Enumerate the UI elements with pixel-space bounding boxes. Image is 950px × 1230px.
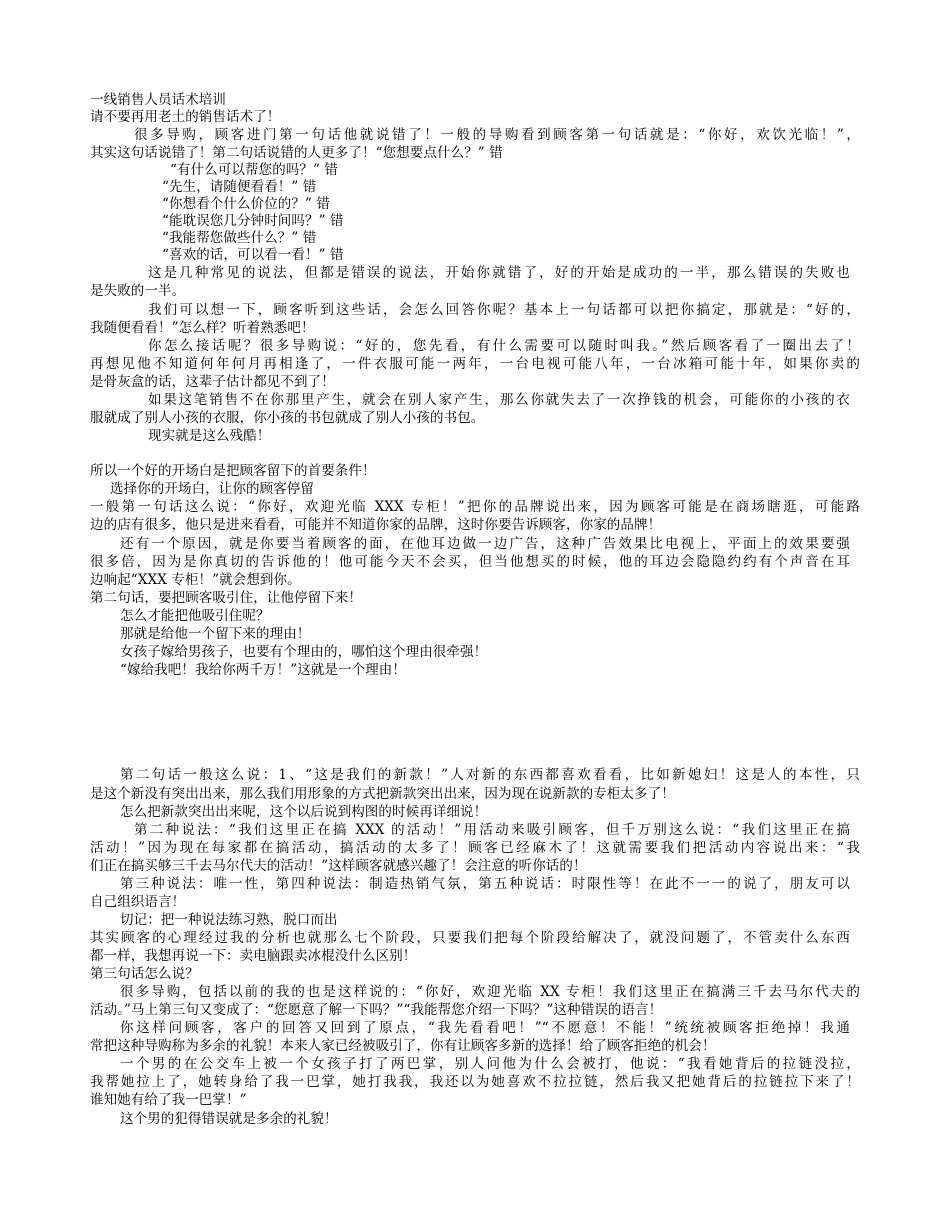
subtitle: 请不要再用老土的销售话术了！: [90, 109, 281, 125]
paragraph-line: 你这样问顾客，客户的回答又回到了原点，“我先看看吧！”“不愿意！不能！”统统被顾客拒绝掉！我通: [120, 1020, 850, 1036]
section-heading: 所以一个好的开场白是把顾客留下的首要条件！: [90, 463, 376, 479]
paragraph-line: 是这个新没有突出出来，那么我们用形象的方式把新款突出出来，因为现在说新款的专柜太多了！: [90, 786, 675, 802]
section-heading: 第三句话怎么说？: [90, 966, 199, 982]
paragraph-line: 我随便看看！”怎么样？听着熟悉吧！: [90, 320, 315, 336]
example-line: “能耽误您几分钟时间吗？” 错: [162, 213, 344, 229]
paragraph-line: 是骨灰盒的话，这辈子估计都见不到了！: [90, 374, 335, 390]
paragraph-line: 常把这种导购称为多余的礼貌！本来人家已经被吸引了，你有让顾客多新的选择！给了顾客拒绝的机会！: [90, 1038, 716, 1054]
paragraph-line: 其实这句话说错了！第二句话说错的人更多了！“您想要点什么？” 错: [90, 145, 503, 161]
paragraph-line: 再想见他不知道何年何月再相逢了，一件衣服可能一两年，一台电视可能八年，一台冰箱可能十年，如果你卖的: [90, 356, 860, 372]
paragraph-line: 边的店有很多，他只是进来看看，可能并不知道你家的品牌，这时你要告诉顾客，你家的品牌！: [90, 517, 662, 533]
example-line: “喜欢的话，可以看一看！” 错: [162, 247, 344, 263]
paragraph-line: 一般第一句话这么说：“你好，欢迎光临 XXX 专柜！”把你的品牌说出来，因为顾客可能是在商场瞎逛，可能路: [90, 499, 860, 515]
paragraph-line: 切记：把一种说法练习熟，脱口而出: [120, 912, 338, 928]
paragraph-line: 第二种说法：“我们这里正在搞 XXX 的活动！”用活动来吸引顾客，但千万别这么说：“我们这里正在搞: [134, 822, 850, 838]
paragraph-line: 很多倍，因为是你真切的告诉他的！他可能今天不会买，但当他想买的时候，他的耳边会隐隐约约有个声音在耳: [90, 554, 850, 570]
example-line: “先生，请随便看看！” 错: [162, 179, 317, 195]
paragraph-line: 怎么把新款突出出来呢，这个以后说到构图的时候再详细说！: [120, 804, 488, 820]
paragraph-line: 第三种说法：唯一性，第四种说法：制造热销气氛，第五种说话：时限性等！在此不一一的说了，朋友可以: [120, 876, 850, 892]
paragraph-line: 谁知她有给了我一巴掌！”: [90, 1092, 247, 1108]
paragraph-line: 自己组织语言！: [90, 894, 186, 910]
paragraph-line: 都一样，我想再说一下：卖电脑跟卖冰棍没什么区别！: [90, 948, 417, 964]
paragraph-line: 很多导购，顾客进门第一句话他就说错了！一般的导购看到顾客第一句话就是：“你好，欢饮光临！”，: [134, 127, 860, 143]
paragraph-line: 活动！”因为现在每家都在搞活动，搞活动的太多了！顾客已经麻木了！这就需要我们把活动内容说出来：“我: [90, 840, 860, 856]
paragraph-line: 服就成了别人小孩的衣服，你小孩的书包就成了别人小孩的书包。: [90, 410, 485, 426]
paragraph-line: 边响起“XXX 专柜！”就会想到你。: [90, 572, 301, 588]
paragraph-line: 怎么才能把他吸引住呢？: [120, 608, 270, 624]
paragraph-line: 活动。”马上第三句又变成了：“您愿意了解一下吗？”“我能帮您介绍一下吗？”这种错误的语言！: [90, 1002, 663, 1018]
paragraph-line: 那就是给他一个留下来的理由！: [120, 626, 311, 642]
paragraph-line: 我帮她拉上了，她转身给了我一巴掌，她打我我，我还以为她喜欢不拉拉链，然后我又把她背后的拉链拉下来了！: [90, 1074, 860, 1090]
paragraph-line: 其实顾客的心理经过我的分析也就那么七个阶段，只要我们把每个阶段给解决了，就没问题了，不管卖什么东西: [90, 930, 850, 946]
paragraph-line: 现实就是这么残酷！: [148, 428, 271, 444]
paragraph-line: 你怎么接话呢？很多导购说：“好的，您先看，有什么需要可以随时叫我。”然后顾客看了一圈出去了！: [148, 338, 860, 354]
document-title: 一线销售人员话术培训: [90, 92, 226, 108]
paragraph-line: 很多导购，包括以前的我的也是这样说的：“你好，欢迎光临 XX 专柜！我们这里正在搞满三千去马尔代夫的: [120, 984, 860, 1000]
paragraph-line: 如果这笔销售不在你那里产生，就会在别人家产生，那么你就失去了一次挣钱的机会，可能你的小孩的衣: [148, 392, 850, 408]
paragraph-line: 这个男的犯得错误就是多余的礼貌！: [120, 1111, 338, 1127]
paragraph-line: 我们可以想一下，顾客听到这些话，会怎么回答你呢？基本上一句话都可以把你搞定，那就是：“好的，: [148, 302, 860, 318]
section-subheading: 选择你的开场白，让你的顾客停留: [110, 481, 314, 497]
paragraph-line: 第二句话一般这么说：1、“这是我们的新款！”人对新的东西都喜欢看看，比如新媳妇！这是人的本性，只: [120, 767, 860, 783]
paragraph-line: 们正在搞买够三千去马尔代夫的活动！”这样顾客就感兴趣了！会注意的听你话的！: [90, 858, 587, 874]
paragraph-line: 这是几种常见的说法，但都是错误的说法，开始你就错了，好的开始是成功的一半，那么错误的失败也: [148, 265, 850, 281]
example-line: “有什么可以帮您的吗？” 错: [170, 162, 338, 178]
paragraph-line: 女孩子嫁给男孩子，也要有个理由的，哪怕这个理由很牵强！: [120, 644, 488, 660]
paragraph-line: 一个男的在公交车上被一个女孩子打了两巴掌，别人问他为什么会被打，他说：“我看她背后的拉链没拉，: [120, 1056, 860, 1072]
paragraph-line: 第二句话，要把顾客吸引住，让他停留下来！: [90, 590, 362, 606]
paragraph-line: 还有一个原因，就是你要当着顾客的面，在他耳边做一边广告，这种广告效果比电视上，平面上的效果要强: [120, 536, 850, 552]
example-line: “我能帮您做些什么？” 错: [162, 230, 317, 246]
example-line: “你想看个什么价位的？” 错: [162, 196, 330, 212]
paragraph-line: 是失败的一半。: [90, 283, 186, 299]
paragraph-line: “嫁给我吧！我给你两千万！”这就是一个理由！: [120, 662, 407, 678]
